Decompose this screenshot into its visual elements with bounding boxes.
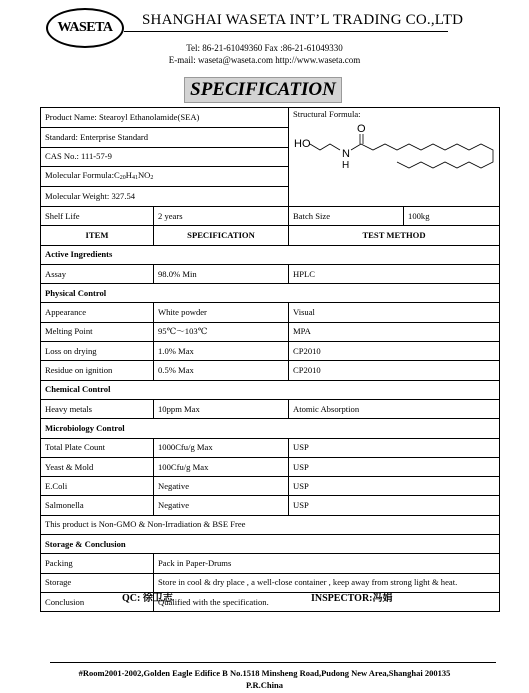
row-item: Conclusion xyxy=(41,592,154,611)
formula-suffix: NO xyxy=(137,169,151,180)
waseta-logo: WASETA xyxy=(46,8,124,48)
stearoyl-ethanolamide-structure xyxy=(293,123,498,200)
footer-divider xyxy=(50,662,496,663)
row-item: Yeast & Mold xyxy=(41,457,154,476)
bond-ethanol-chain xyxy=(310,144,340,150)
section-microbiology-control: Microbiology Control xyxy=(41,419,500,438)
atom-o-carbonyl: O xyxy=(357,123,366,135)
row-method: CP2010 xyxy=(289,342,500,361)
contact-phone-fax: Tel: 86-21-61049360 Fax :86-21-61049330 xyxy=(186,43,343,53)
table-row xyxy=(41,554,500,573)
formula-o-count: 2 xyxy=(150,174,154,181)
table-row xyxy=(41,592,500,611)
row-item: Assay xyxy=(41,264,154,283)
formula-h-count: 41 xyxy=(131,174,138,181)
page-title: SPECIFICATION xyxy=(184,77,342,103)
table-row xyxy=(41,303,500,322)
row-spec: 1000Cfu/g Max xyxy=(154,438,289,457)
cas-number: CAS No.: 111-57-9 xyxy=(41,147,289,167)
footer-address: #Room2001-2002,Golden Eagle Edifice B No.1518 Minsheng Road,Pudong New Area,Shanghai 200135 xyxy=(78,668,451,678)
row-method: CP2010 xyxy=(289,361,500,380)
row-item: Appearance xyxy=(41,303,154,322)
table-row xyxy=(41,361,500,380)
row-spec: 100Cfu/g Max xyxy=(154,457,289,476)
row-item: Loss on drying xyxy=(41,342,154,361)
table-row xyxy=(41,438,500,457)
qc-signature: QC: 徐卫志 xyxy=(122,593,173,604)
document-header xyxy=(0,0,529,80)
shelf-life-label: Shelf Life xyxy=(41,207,154,226)
row-item: Heavy metals xyxy=(41,399,154,418)
row-method: Atomic Absorption xyxy=(289,399,500,418)
row-method: USP xyxy=(289,438,500,457)
row-spec: 0.5% Max xyxy=(154,361,289,380)
footer-country: P.R.China xyxy=(245,680,283,690)
row-item: Salmonella xyxy=(41,496,154,515)
bond-amide xyxy=(351,144,361,150)
row-method: HPLC xyxy=(289,264,500,283)
row-item: Packing xyxy=(41,554,154,573)
row-item: Melting Point xyxy=(41,322,154,341)
section-physical-control: Physical Control xyxy=(41,284,500,303)
molecular-formula xyxy=(41,167,289,187)
formula-h-label: H xyxy=(125,169,132,180)
contact-email-web: E-mail: waseta@waseta.com http://www.waseta.com xyxy=(168,55,361,65)
row-value: Store in cool & dry place , a well-close container , keep away from strong light & heat. xyxy=(154,573,500,592)
company-name: SHANGHAI WASETA INT’L TRADING CO.,LTD xyxy=(142,12,464,28)
bond-alkyl-chain xyxy=(361,144,493,168)
non-gmo-statement: This product is Non-GMO & Non-Irradiation & BSE Free xyxy=(41,515,500,534)
row-spec: 10ppm Max xyxy=(154,399,289,418)
column-header-specification: SPECIFICATION xyxy=(154,226,289,245)
row-item: Storage xyxy=(41,573,154,592)
molecular-weight: Molecular Weight: 327.54 xyxy=(41,187,289,207)
row-item: E.Coli xyxy=(41,477,154,496)
standard: Standard: Enterprise Standard xyxy=(41,127,289,147)
batch-size-label: Batch Size xyxy=(289,207,404,226)
row-method: USP xyxy=(289,496,500,515)
row-item: Total Plate Count xyxy=(41,438,154,457)
row-method: USP xyxy=(289,477,500,496)
inspector-signature: INSPECTOR:冯娟 xyxy=(311,593,393,604)
row-spec: 95℃～103℃ xyxy=(154,322,289,341)
structural-formula-label: Structural Formula: xyxy=(293,109,361,119)
product-name: Product Name: Stearoyl Ethanolamide(SEA) xyxy=(41,108,289,128)
table-row xyxy=(41,264,500,283)
atom-h: H xyxy=(342,160,350,171)
table-row xyxy=(41,399,500,418)
table-row xyxy=(41,477,500,496)
column-header-item: ITEM xyxy=(41,226,154,245)
table-row xyxy=(41,342,500,361)
table-row xyxy=(41,457,500,476)
table-row xyxy=(41,496,500,515)
section-storage-conclusion: Storage & Conclusion xyxy=(41,535,500,554)
molecule-diagram xyxy=(293,120,495,206)
specification-table xyxy=(40,107,500,612)
section-active-ingredients: Active Ingredients xyxy=(41,245,500,264)
row-spec: Negative xyxy=(154,477,289,496)
row-spec: 98.0% Min xyxy=(154,264,289,283)
table-row xyxy=(41,573,500,592)
header-divider xyxy=(124,31,448,32)
structural-formula-cell xyxy=(289,108,500,207)
shelf-life-value: 2 years xyxy=(154,207,289,226)
formula-c-count: 20 xyxy=(119,174,126,181)
row-method: MPA xyxy=(289,322,500,341)
section-chemical-control: Chemical Control xyxy=(41,380,500,399)
row-value: Qualified with the specification. xyxy=(154,592,500,611)
row-value: Pack in Paper-Drums xyxy=(154,554,500,573)
row-spec: 1.0% Max xyxy=(154,342,289,361)
atom-ho: HO xyxy=(294,138,311,150)
batch-size-value: 100kg xyxy=(404,207,500,226)
row-method: USP xyxy=(289,457,500,476)
table-row xyxy=(41,322,500,341)
atom-n: N xyxy=(342,148,350,160)
row-spec: White powder xyxy=(154,303,289,322)
formula-prefix: Molecular Formula:C xyxy=(45,169,120,180)
row-item: Residue on ignition xyxy=(41,361,154,380)
column-header-test-method: TEST METHOD xyxy=(289,226,500,245)
row-method: Visual xyxy=(289,303,500,322)
row-spec: Negative xyxy=(154,496,289,515)
